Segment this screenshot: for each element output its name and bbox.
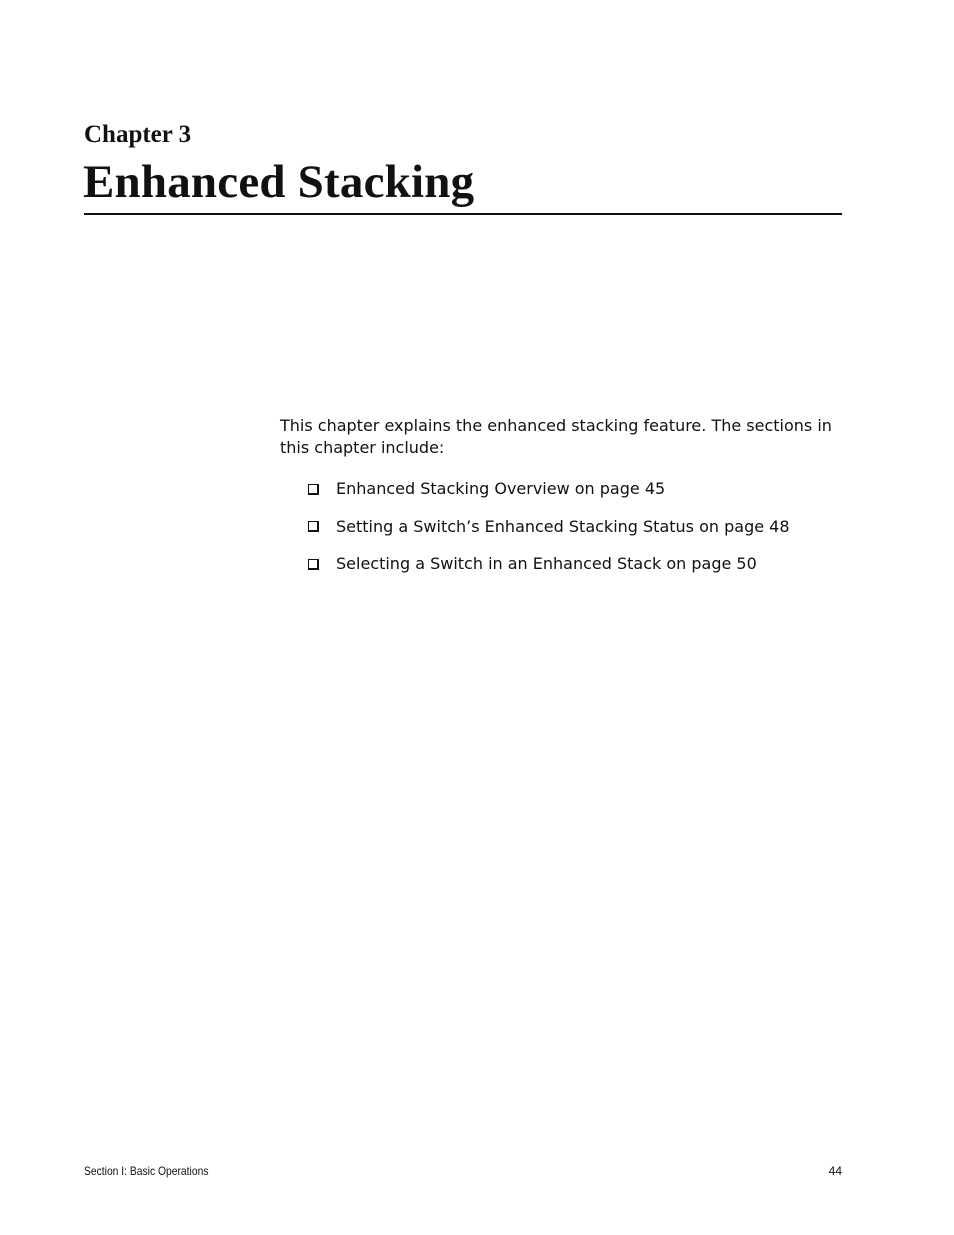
title-rule bbox=[84, 213, 842, 215]
footer-section: Section I: Basic Operations bbox=[84, 1164, 209, 1178]
toc-item-selecting-switch[interactable] bbox=[308, 553, 790, 575]
footer-page-number: 44 bbox=[828, 1164, 842, 1178]
chapter-label: Chapter 3 bbox=[84, 121, 192, 148]
toc-list bbox=[308, 478, 790, 591]
checkbox-icon bbox=[308, 559, 319, 570]
checkbox-icon bbox=[308, 521, 319, 532]
toc-item-enhanced-stacking-overview[interactable] bbox=[308, 478, 790, 500]
checkbox-icon bbox=[308, 484, 319, 495]
intro-paragraph: This chapter explains the enhanced stacking feature. The sections in this chapter include: bbox=[280, 416, 832, 457]
toc-item-setting-stacking-status[interactable] bbox=[308, 516, 790, 538]
chapter-title: Enhanced Stacking bbox=[83, 156, 475, 208]
toc-item-label: Enhanced Stacking Overview on page 45 bbox=[336, 479, 666, 498]
toc-item-label: Setting a Switch’s Enhanced Stacking Status on page 48 bbox=[336, 516, 790, 536]
toc-item-label: Selecting a Switch in an Enhanced Stack on page 50 bbox=[336, 554, 757, 573]
